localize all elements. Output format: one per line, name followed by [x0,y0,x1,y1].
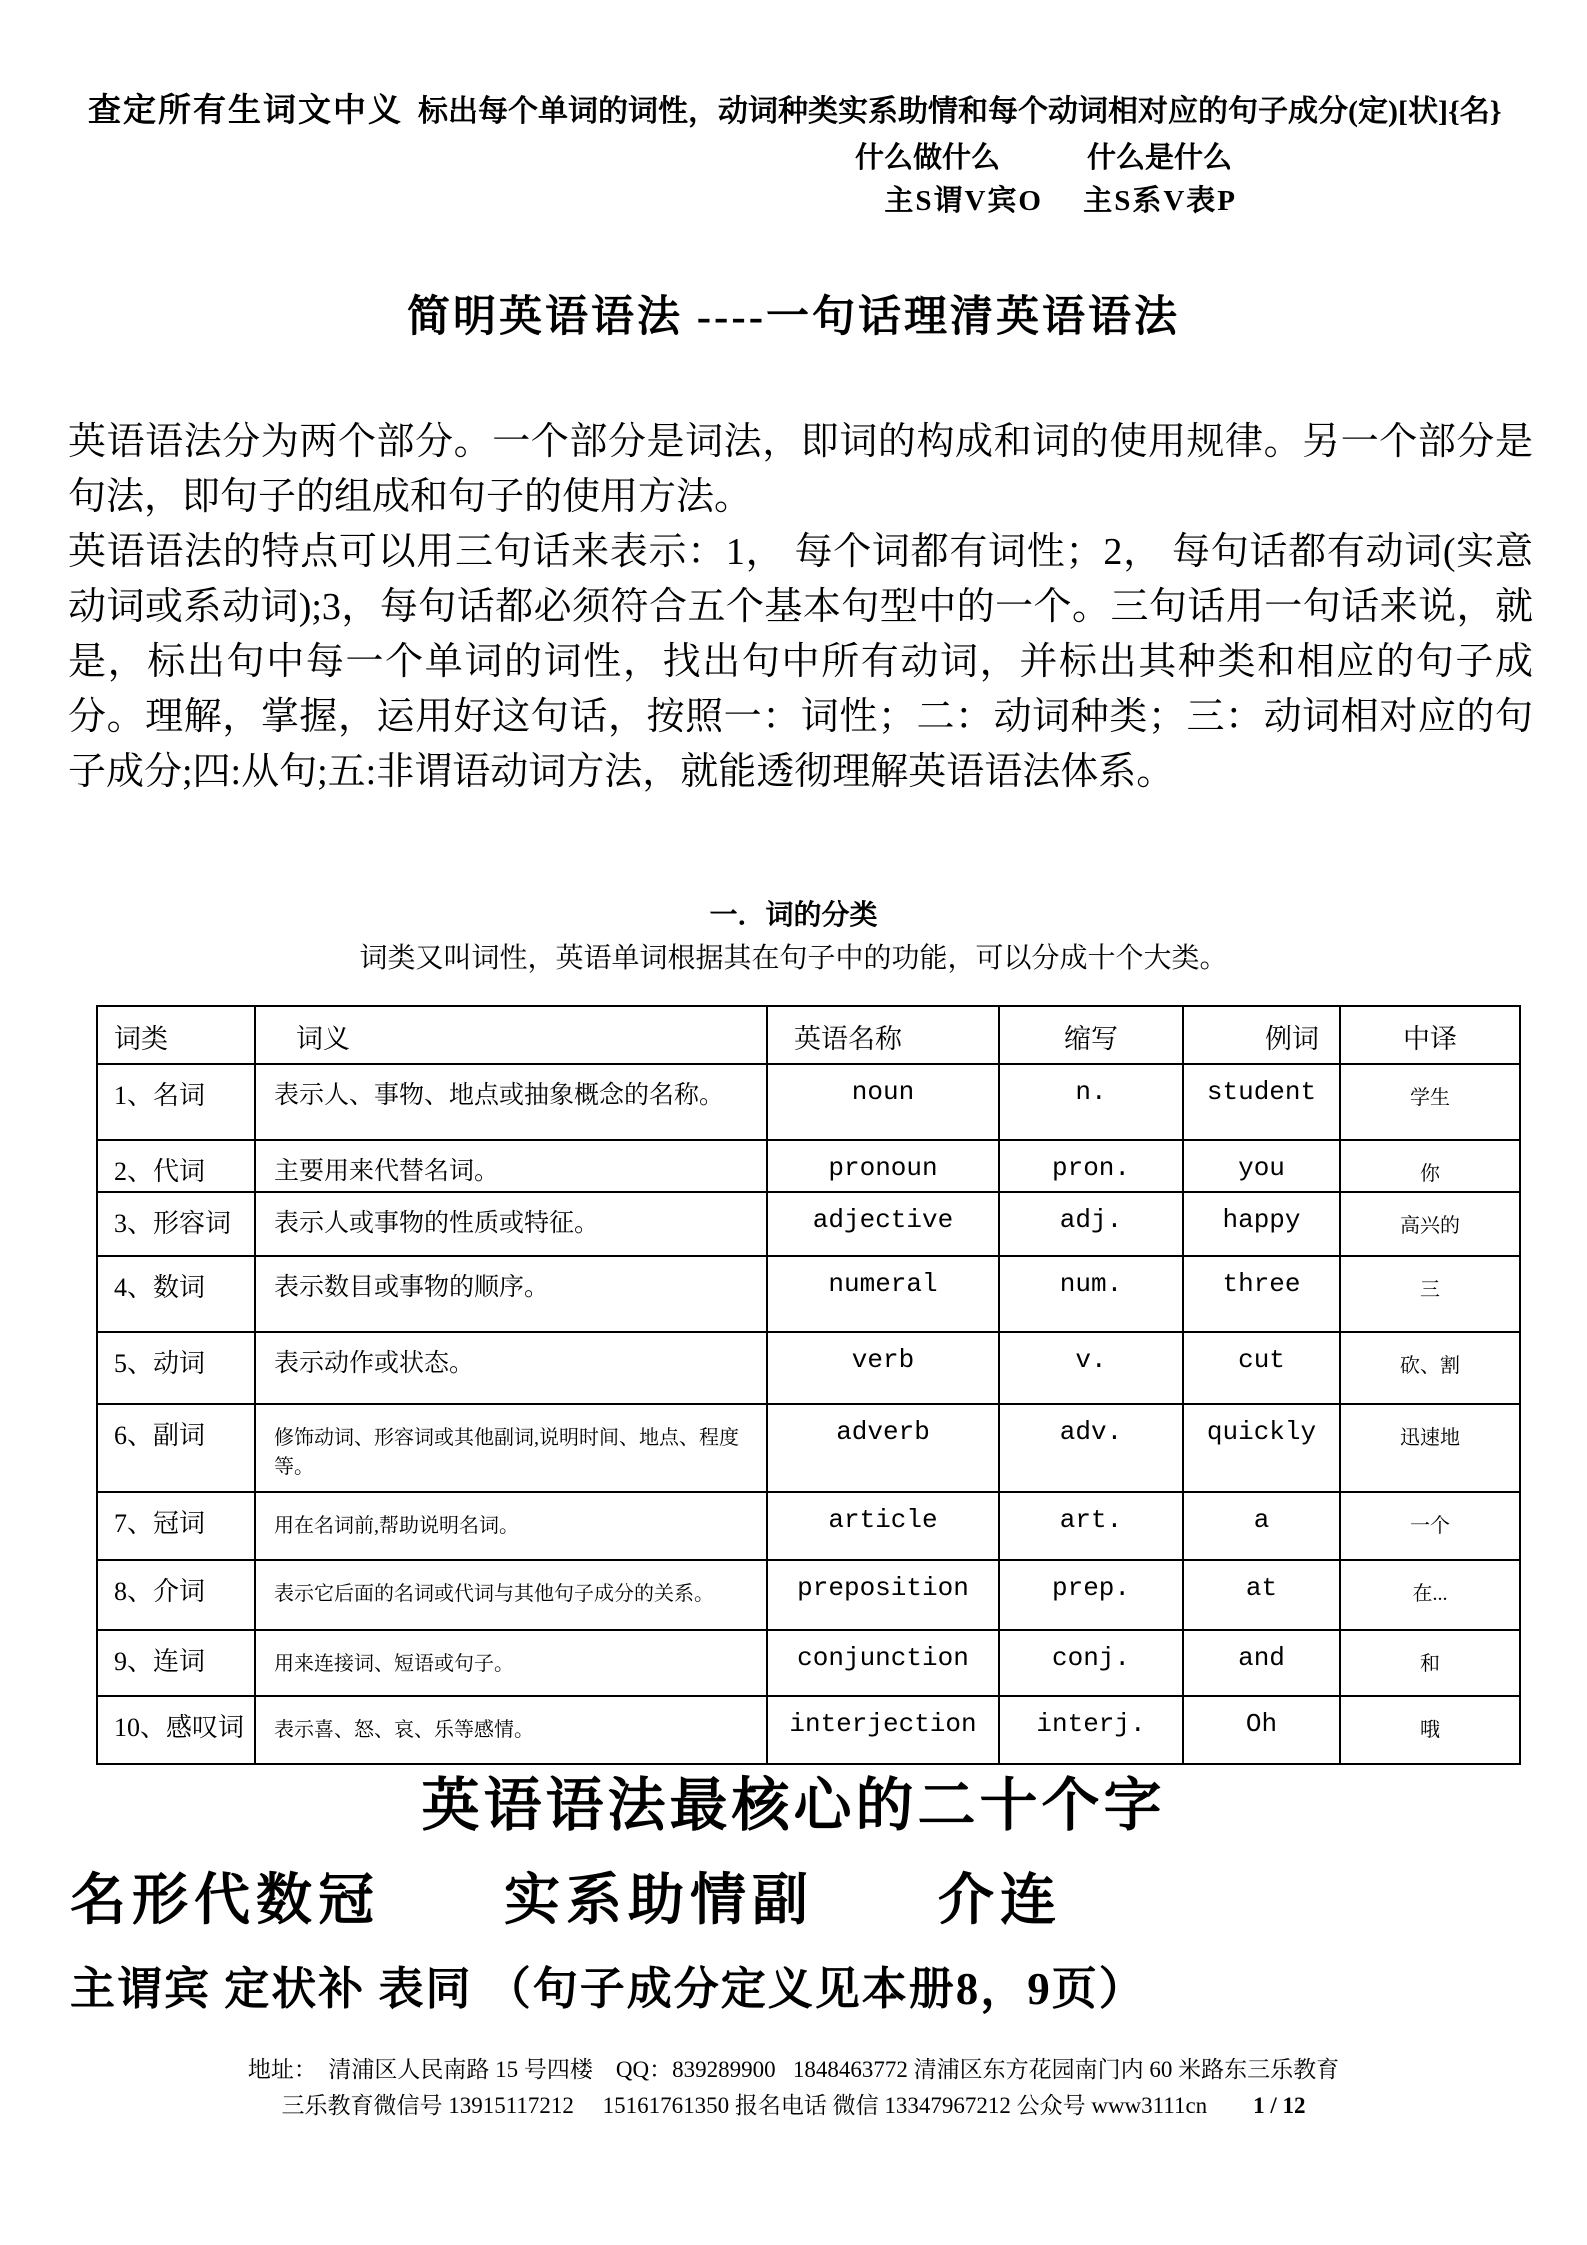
table-row [97,1064,1520,1140]
annotation-line-3: 主S谓V宾O 主S系V表P [884,185,1237,217]
cell-meaning: 表示数目或事物的顺序。 [255,1256,767,1332]
cell-chinese: 哦 [1340,1696,1520,1764]
cell-example: and [1183,1630,1340,1696]
table-row [97,1492,1520,1560]
cell-chinese: 学生 [1340,1064,1520,1140]
cell-abbr: adj. [999,1192,1183,1256]
table-header-row [97,1006,1520,1064]
cell-meaning: 用在名词前,帮助说明名词。 [255,1492,767,1560]
section-heading: 一．词的分类 [709,900,878,931]
cell-category: 8、介词 [97,1560,255,1630]
cell-abbr: interj. [999,1696,1183,1764]
page-title: 简明英语语法 ----一句话理清英语语法 [406,294,1181,341]
cell-english: preposition [767,1560,999,1630]
table-row [97,1140,1520,1192]
cell-category: 9、连词 [97,1630,255,1696]
cell-example: student [1183,1064,1340,1140]
page-footer [0,2052,1587,2124]
cell-example: happy [1183,1192,1340,1256]
col-header-abbr: 缩写 [999,1006,1183,1064]
table-row [97,1696,1520,1764]
cell-example: Oh [1183,1696,1340,1764]
cell-category: 10、感叹词 [97,1696,255,1764]
cell-chinese: 迅速地 [1340,1404,1520,1492]
cell-chinese: 高兴的 [1340,1192,1520,1256]
section-subtitle: 词类又叫词性，英语单词根据其在句子中的功能，可以分成十个大类。 [359,943,1228,974]
page-number: 1 / 12 [1253,2093,1306,2118]
footer-contact-text: 三乐教育微信号 13915117212 15161761350 报名电话 微信 13347967212 公众号 www3111cn [281,2093,1208,2118]
cell-example: a [1183,1492,1340,1560]
cell-category: 7、冠词 [97,1492,255,1560]
col-header-chinese: 中译 [1340,1006,1520,1064]
annotation-line-1-rest: 标出每个单词的词性，动词种类实系助情和每个动词相对应的句子成分(定)[状]{名} [418,95,1502,128]
cell-chinese: 你 [1340,1140,1520,1192]
cell-abbr: adv. [999,1404,1183,1492]
cell-meaning: 表示人、事物、地点或抽象概念的名称。 [255,1064,767,1140]
cell-category: 3、形容词 [97,1192,255,1256]
table-row [97,1332,1520,1404]
cell-abbr: conj. [999,1630,1183,1696]
cell-category: 1、名词 [97,1064,255,1140]
col-header-example: 例词 [1183,1006,1340,1064]
cell-meaning: 表示人或事物的性质或特征。 [255,1192,767,1256]
sentence-parts-line: 主谓宾 定状补 表同 （句子成分定义见本册8，9页） [70,1964,1146,2014]
table-row [97,1404,1520,1492]
annotation-line-1 [88,84,1532,131]
cell-meaning: 修饰动词、形容词或其他副词,说明时间、地点、程度等。 [255,1404,767,1492]
cell-abbr: n. [999,1064,1183,1140]
cell-english: conjunction [767,1630,999,1696]
cell-example: quickly [1183,1404,1340,1492]
cell-abbr: pron. [999,1140,1183,1192]
cell-category: 4、数词 [97,1256,255,1332]
cell-chinese: 砍、割 [1340,1332,1520,1404]
table-row [97,1192,1520,1256]
cell-meaning: 表示它后面的名词或代词与其他句子成分的关系。 [255,1560,767,1630]
table-row [97,1560,1520,1630]
cell-abbr: v. [999,1332,1183,1404]
annotation-line-1-lead: 查定所有生词文中义 [88,93,403,129]
table-row [97,1256,1520,1332]
cell-chinese: 三 [1340,1256,1520,1332]
cell-meaning: 主要用来代替名词。 [255,1140,767,1192]
cell-category: 6、副词 [97,1404,255,1492]
col-header-english: 英语名称 [767,1006,999,1064]
intro-paragraphs [68,415,1533,800]
cell-meaning: 用来连接词、短语或句子。 [255,1630,767,1696]
cell-english: article [767,1492,999,1560]
cell-meaning: 表示动作或状态。 [255,1332,767,1404]
footer-address-line: 地址： 清浦区人民南路 15 号四楼 QQ：839289900 1848463772 清浦区东方花园南门内 60 米路东三乐教育 [247,2057,1340,2082]
footer-contact-line [0,2088,1587,2124]
paragraph-2: 英语语法的特点可以用三句话来表示：1， 每个词都有词性；2， 每句话都有动词(实意动词或系动词);3，每句话都必须符合五个基本句型中的一个。三句话用一句话来说，就是，标出句中每一个单词的词性，找出句中所有动词，并标出其种类和相应的句子成分。理解，掌握，运用好这句话，按照一：词性；二：动词种类；三：动词相对应的句子成分;四:从句;五:非谓语动词方法，就能透彻理解英语语法体系。 [68,531,1533,793]
annotation-line-2: 什么做什么 什么是什么 [854,142,1232,174]
cell-english: adjective [767,1192,999,1256]
col-header-meaning: 词义 [255,1006,767,1064]
cell-meaning: 表示喜、怒、哀、乐等感情。 [255,1696,767,1764]
table-row [97,1630,1520,1696]
cell-abbr: prep. [999,1560,1183,1630]
cell-example: cut [1183,1332,1340,1404]
cell-chinese: 和 [1340,1630,1520,1696]
cell-example: three [1183,1256,1340,1332]
parts-of-speech-table [96,1005,1521,1765]
cell-example: at [1183,1560,1340,1630]
cell-category: 5、动词 [97,1332,255,1404]
cell-english: numeral [767,1256,999,1332]
cell-chinese: 在... [1340,1560,1520,1630]
core-words-line: 名形代数冠 实系助情副 介连 [70,1870,1062,1932]
col-header-category: 词类 [97,1006,255,1064]
cell-abbr: num. [999,1256,1183,1332]
cell-english: pronoun [767,1140,999,1192]
cell-english: interjection [767,1696,999,1764]
cell-chinese: 一个 [1340,1492,1520,1560]
header-annotation [88,84,1532,219]
paragraph-1: 英语语法分为两个部分。一个部分是词法，即词的构成和词的使用规律。另一个部分是句法，即句子的组成和句子的使用方法。 [68,421,1533,518]
cell-category: 2、代词 [97,1140,255,1192]
cell-example: you [1183,1140,1340,1192]
core-twenty-words-title: 英语语法最核心的二十个字 [421,1773,1166,1838]
cell-english: noun [767,1064,999,1140]
cell-english: verb [767,1332,999,1404]
cell-abbr: art. [999,1492,1183,1560]
cell-english: adverb [767,1404,999,1492]
